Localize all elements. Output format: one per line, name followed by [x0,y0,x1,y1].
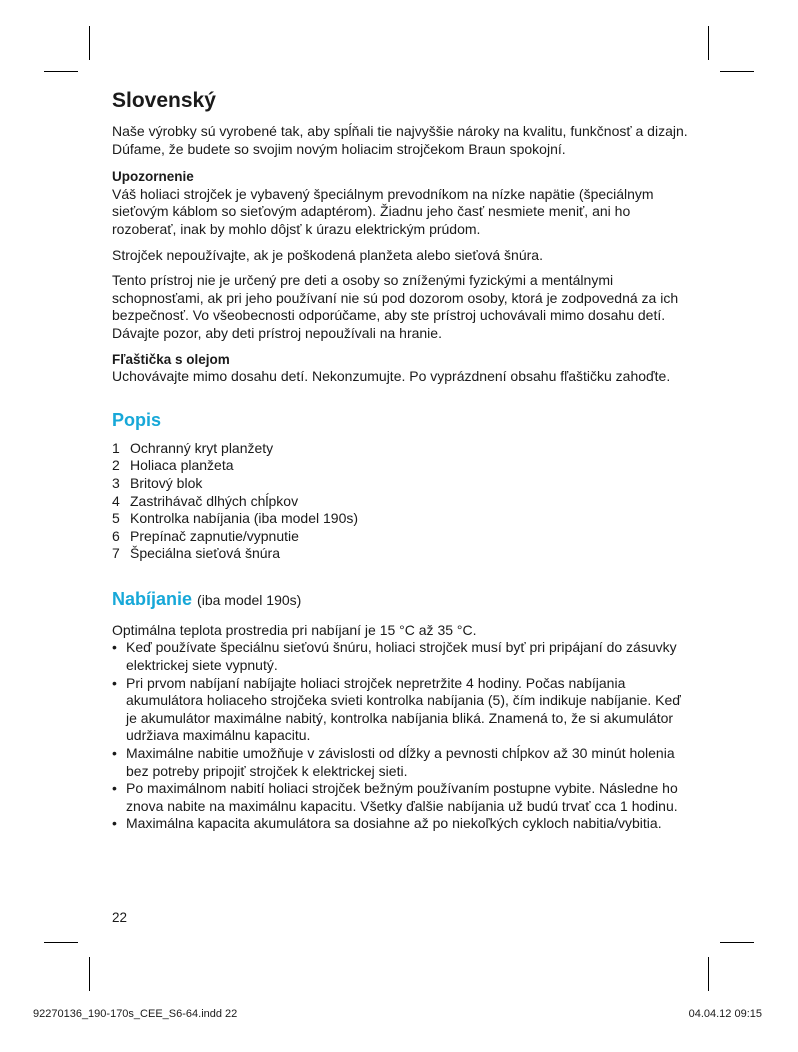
crop-mark [720,942,754,943]
crop-mark [89,26,90,60]
list-item: • Po maximálnom nabití holiaci strojček bežným používaním postupne vybite. Následne ho znova nabite na maximálnu kapacitu. Všetky ďalšie nabíjania už budú trvať cca 1 hodinu. [112,780,678,814]
crop-mark [44,942,78,943]
list-item: 4 Zastrihávač dlhých chĺpkov [112,492,299,509]
charging-heading [112,587,692,612]
oil-text: Uchovávajte mimo dosahu detí. Nekonzumujte. Po vyprázdnení obsahu fľaštičku zahoďte. [112,368,671,385]
list-item: 3 Britový blok [112,474,203,491]
list-item: 7 Špeciálna sieťová šnúra [112,545,281,562]
charging-heading-note: (iba model 190s) [197,591,302,608]
list-item: 1 Ochranný kryt planžety [112,439,274,456]
intro-text: Naše výrobky sú vyrobené tak, aby spĺňali tie najvyššie nároky na kvalitu, funkčnosť a dizajn. Dúfame, že budete so svojim novým holiacim strojčekom Braun spokojní. [112,123,688,157]
crop-mark [720,71,754,72]
crop-mark [89,957,90,991]
crop-mark [708,26,709,60]
list-item: 6 Prepínač zapnutie/vypnutie [112,527,299,544]
warning-paragraph: Váš holiaci strojček je vybavený špeciálnym prevodníkom na nízke napätie (špeciálnym sieťovým káblom so sieťovým adaptérom). Žiadnu jeho časť nesmiete meniť, ani ho rozoberať, inak by mohlo dôjsť k úrazu elektrickým prúdom. [112,185,654,237]
description-heading: Popis [112,409,162,430]
page-title: Slovenský [112,89,216,112]
page-content [112,88,692,833]
footer-date: 04.04.12 09:15 [688,1008,762,1020]
list-item: • Maximálne nabitie umožňuje v závislosti od dĺžky a pevnosti chĺpkov až 30 minút holenia bez potreby pripojiť strojček k elektrickej sieti. [112,745,675,779]
warning-heading: Upozornenie [112,169,194,185]
parts-list [112,440,692,563]
crop-mark [708,957,709,991]
warning-paragraph: Tento prístroj nie je určený pre deti a osoby so zníženými fyzickými a mentálnymi schopnosťami, ak pri jeho používaní nie sú pod dozorom osoby, ktorá je zodpovedná za ich bezpečnosť. Vo všeobecnosti odporúčame, aby ste prístroj uchovávali mimo dosahu detí. Dávajte pozor, aby deti prístroj nepoužívali na hranie. [112,272,679,341]
list-item: • Pri prvom nabíjaní nabíjajte holiaci strojček nepretržite 4 hodiny. Počas nabíjania akumulátora holiaceho strojčeka svieti kontrolka nabíjania (5), čím indikuje nabíjanie. Keď je akumulátor maximálne nabitý, kontrolka nabíjania bliká. Znamená to, že si akumulátor udržiava maximálnu kapacitu. [112,674,681,744]
list-item: • Keď používate špeciálnu sieťovú šnúru, holiaci strojček musí byť pri pripájaní do zásuvky elektrickej siete vypnutý. [112,639,677,674]
oil-heading: Fľaštička s olejom [112,351,230,367]
list-item: 5 Kontrolka nabíjania (iba model 190s) [112,510,359,527]
crop-mark [44,71,78,72]
list-item: • Maximálna kapacita akumulátora sa dosiahne až po niekoľkých cykloch nabitia/vybitia. [112,815,662,832]
charging-intro: Optimálna teplota prostredia pri nabíjaní je 15 °C až 35 °C. [112,621,477,638]
charging-bullets [112,639,692,833]
page-number: 22 [112,910,128,925]
list-item: 2 Holiaca planžeta [112,457,234,474]
charging-heading-text: Nabíjanie [112,588,193,609]
footer-file: 92270136_190-170s_CEE_S6-64.indd 22 [33,1008,238,1020]
warning-paragraph: Strojček nepoužívajte, ak je poškodená planžeta alebo sieťová šnúra. [112,246,543,263]
